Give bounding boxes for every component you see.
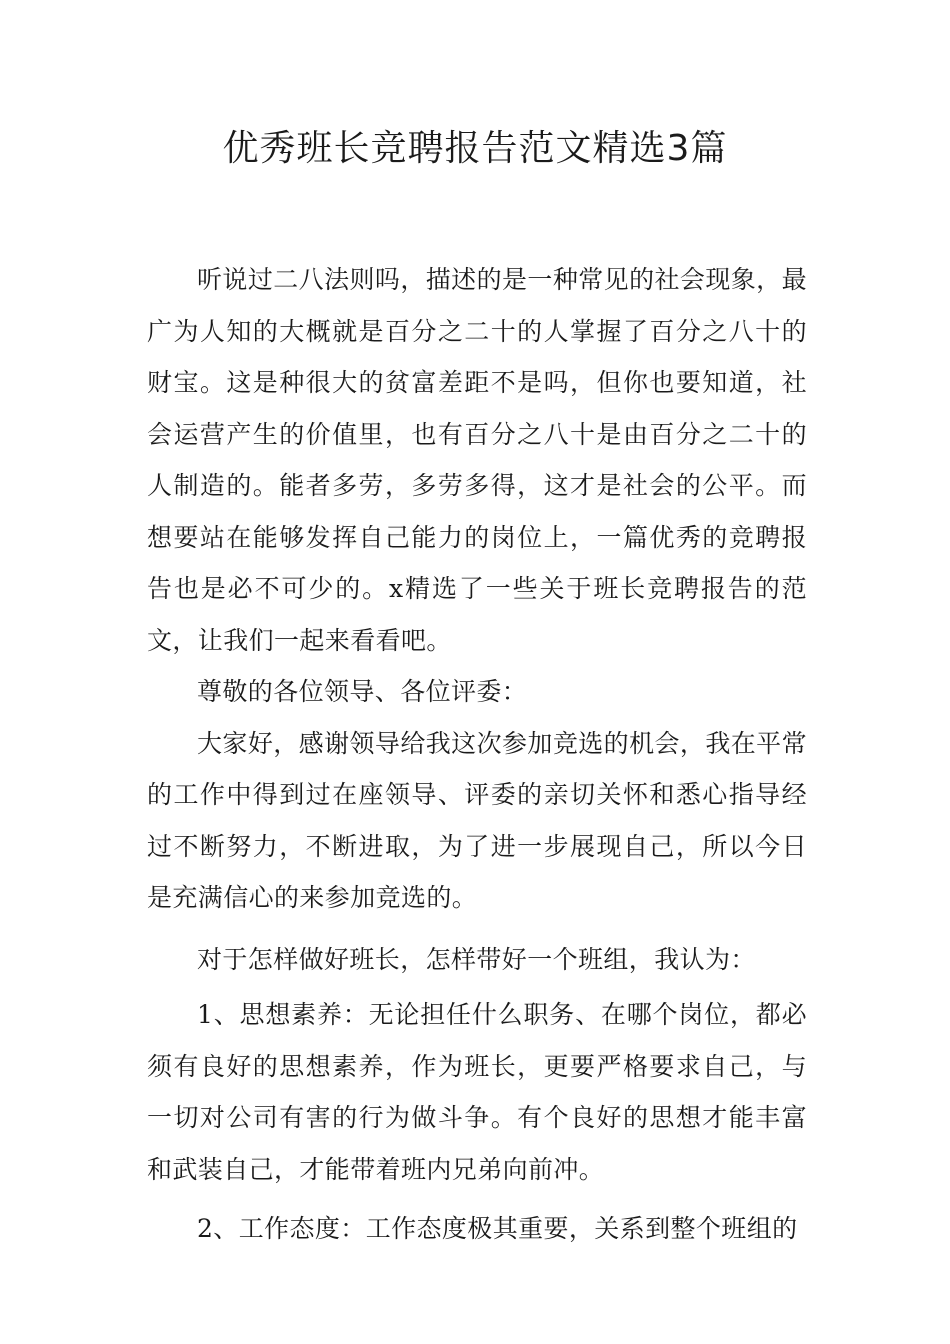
intro-paragraph: 听说过二八法则吗，描述的是一种常见的社会现象，最广为人知的大概就是百分之二十的人掌握了百分之八十的财宝。这是种很大的贫富差距不是吗，但你也要知道，社会运营产生的价值里，也有百分之八十是由百分之二十的人制造的。能者多劳，多劳多得，这才是社会的公平。而想要站在能够发挥自己能力的岗位上，一篇优秀的竞聘报告也是必不可少的。x精选了一些关于班长竞聘报告的范文，让我们一起来看看吧。 [147, 265, 807, 655]
document-body [147, 254, 807, 1255]
point-2-paragraph: 2、工作态度：工作态度极其重要，关系到整个班组的 [197, 1214, 798, 1243]
point-1-paragraph: 1、思想素养：无论担任什么职务、在哪个岗位，都必须有良好的思想素养，作为班长，更要严格要求自己，与一切对公司有害的行为做斗争。有个良好的思想才能丰富和武装自己，才能带着班内兄弟向前冲。 [147, 1000, 807, 1184]
document-title: 优秀班长竞聘报告范文精选3篇 [222, 128, 728, 169]
opinion-intro-paragraph: 对于怎样做好班长，怎样带好一个班组，我认为： [197, 944, 756, 974]
greeting-paragraph: 大家好，感谢领导给我这次参加竞选的机会，我在平常的工作中得到过在座领导、评委的亲切关怀和悉心指导经过不断努力，不断进取，为了进一步展现自己，所以今日是充满信心的来参加竞选的。 [147, 728, 807, 912]
salutation-paragraph: 尊敬的各位领导、各位评委： [197, 677, 528, 706]
